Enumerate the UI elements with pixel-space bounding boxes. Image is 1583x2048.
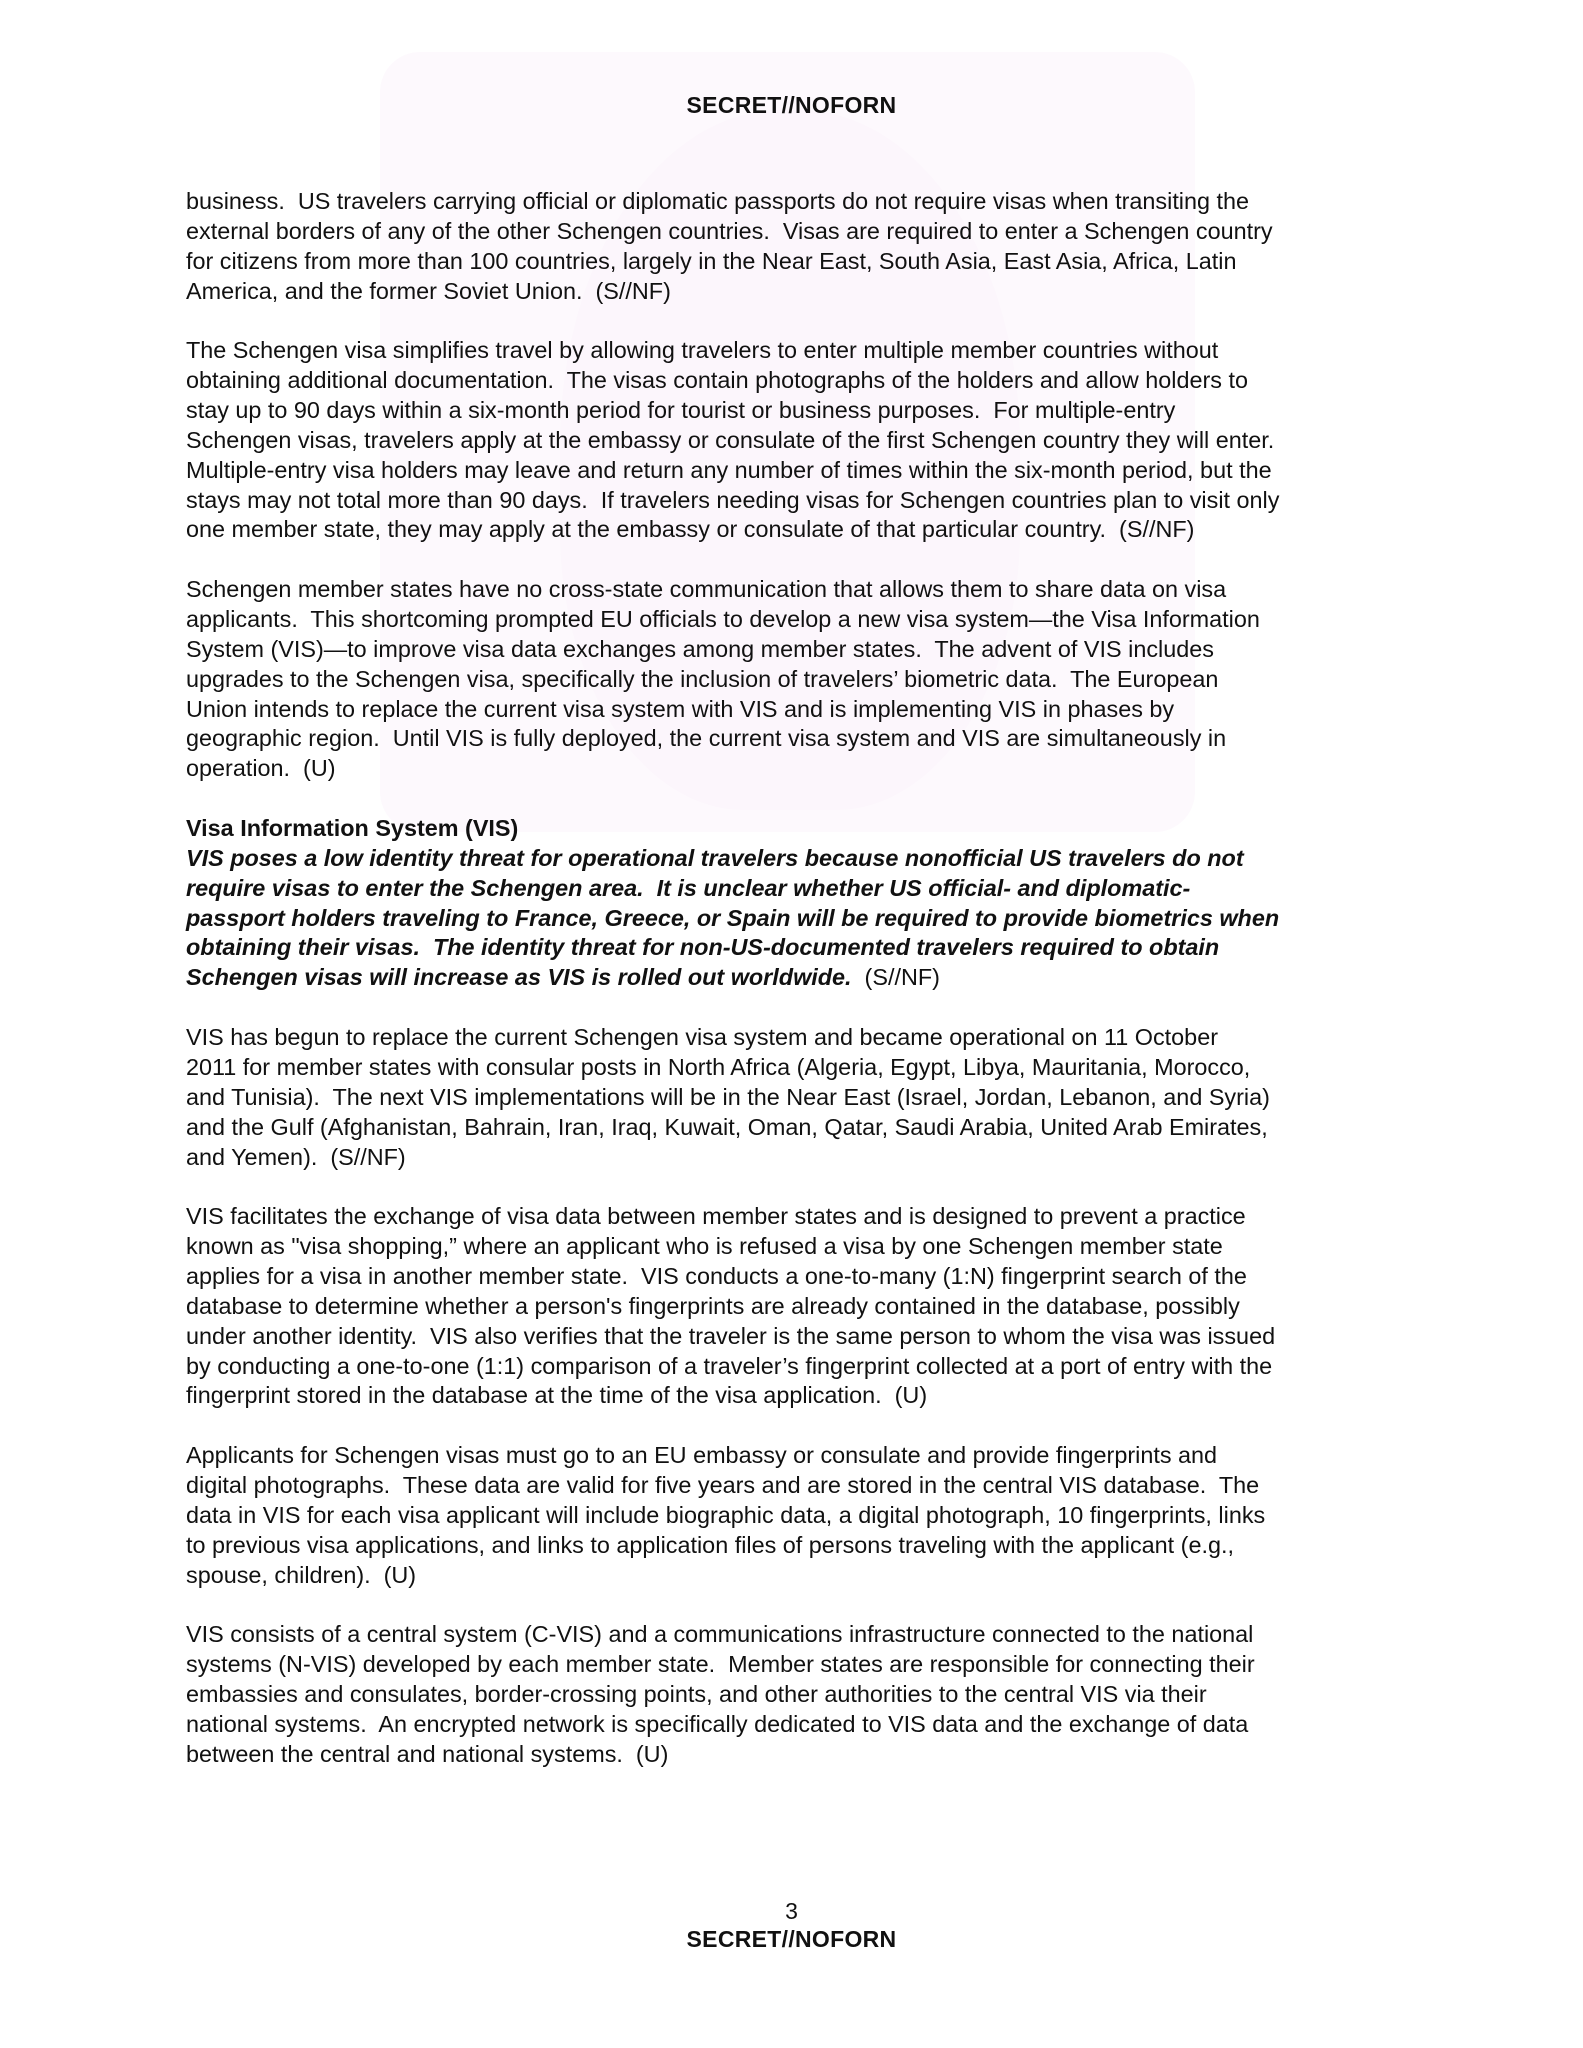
text-line: known as "visa shopping,” where an applicant who is refused a visa by one Schengen member state — [186, 1233, 1223, 1260]
key-judgment-line: passport holders traveling to France, Greece, or Spain will be required to provide biometrics when — [186, 904, 1280, 931]
text-line: geographic region. Until VIS is fully deployed, the current visa system and VIS are simultaneously in — [186, 725, 1227, 752]
section-heading: Visa Information System (VIS) — [186, 815, 519, 842]
text-line: Multiple-entry visa holders may leave and return any number of times within the six-month period, but the — [186, 456, 1272, 483]
text-line: applies for a visa in another member state. VIS conducts a one-to-many (1:N) fingerprint search of the — [186, 1262, 1247, 1289]
text-line: stay up to 90 days within a six-month period for tourist or business purposes. For multiple-entry — [186, 397, 1176, 424]
key-judgment-line-last — [186, 963, 1416, 993]
text-line: System (VIS)—to improve visa data exchanges among member states. The advent of VIS includes — [186, 635, 1214, 662]
text-line: for citizens from more than 100 countries, largely in the Near East, South Asia, East Asia, Africa, Latin — [186, 247, 1237, 274]
text-line: embassies and consulates, border-crossing points, and other authorities to the central VIS via their — [186, 1680, 1207, 1707]
text-line: Schengen member states have no cross-state communication that allows them to share data on visa — [186, 576, 1227, 603]
page-number: 3 — [785, 1898, 798, 1924]
portion-marking: (S//NF) — [851, 964, 940, 991]
text-line: external borders of any of the other Schengen countries. Visas are required to enter a Schengen country — [186, 217, 1273, 244]
text-line: applicants. This shortcoming prompted EU officials to develop a new visa system—the Visa Information — [186, 606, 1260, 633]
text-line: one member state, they may apply at the embassy or consulate of that particular country. (S//NF) — [186, 516, 1195, 543]
text-line: 2011 for member states with consular posts in North Africa (Algeria, Egypt, Libya, Mauritania, Morocco, — [186, 1053, 1251, 1080]
text-line: business. US travelers carrying official or diplomatic passports do not require visas when transiting the — [186, 188, 1250, 214]
text-line: Schengen visas, travelers apply at the embassy or consulate of the first Schengen country they will enter. — [186, 426, 1275, 453]
text-line: and the Gulf (Afghanistan, Bahrain, Iran, Iraq, Kuwait, Oman, Qatar, Saudi Arabia, United Arab Emirates, — [186, 1113, 1268, 1140]
paragraph-1 — [186, 187, 1416, 306]
text-line: by conducting a one-to-one (1:1) comparison of a traveler’s fingerprint collected at a port of entry with the — [186, 1352, 1273, 1379]
text-line: Applicants for Schengen visas must go to an EU embassy or consulate and provide fingerprints and — [186, 1442, 1218, 1469]
paragraph-6 — [186, 1441, 1416, 1590]
text-line: under another identity. VIS also verifies that the traveler is the same person to whom the visa was issued — [186, 1322, 1276, 1349]
paragraph-5 — [186, 1202, 1416, 1411]
text-line: data in VIS for each visa applicant will include biographic data, a digital photograph, 10 fingerprints, links — [186, 1501, 1266, 1528]
key-judgment-line: VIS poses a low identity threat for operational travelers because nonofficial US travelers do not — [186, 844, 1244, 871]
paragraph-7 — [186, 1620, 1416, 1769]
key-judgment-line: require visas to enter the Schengen area. It is unclear whether US official- and diplomatic- — [186, 874, 1191, 901]
text-line: VIS consists of a central system (C-VIS) and a communications infrastructure connected to the national — [186, 1621, 1254, 1648]
text-line: upgrades to the Schengen visa, specifically the inclusion of travelers’ biometric data. The European — [186, 665, 1219, 692]
text-line: VIS facilitates the exchange of visa data between member states and is designed to prevent a practice — [186, 1203, 1246, 1230]
paragraph-2 — [186, 336, 1416, 545]
key-judgment-line: obtaining their visas. The identity threat for non-US-documented travelers required to obtain — [186, 934, 1220, 961]
text-line: Union intends to replace the current visa system with VIS and is implementing VIS in phases by — [186, 695, 1175, 722]
text-line: database to determine whether a person's fingerprints are already contained in the database, possibly — [186, 1292, 1240, 1319]
text-line: and Yemen). (S//NF) — [186, 1143, 406, 1170]
text-line: VIS has begun to replace the current Schengen visa system and became operational on 11 October — [186, 1024, 1218, 1051]
text-line: spouse, children). (U) — [186, 1561, 417, 1588]
section-vis — [186, 814, 1416, 993]
text-line: to previous visa applications, and links to application files of persons traveling with the applicant (e.g., — [186, 1531, 1234, 1558]
text-line: America, and the former Soviet Union. (S//NF) — [186, 277, 671, 304]
text-line: The Schengen visa simplifies travel by allowing travelers to enter multiple member countries without — [186, 337, 1219, 364]
footer-classification-marking: SECRET//NOFORN — [686, 1926, 897, 1952]
document-body — [186, 187, 1416, 1799]
text-line: operation. (U) — [186, 755, 336, 782]
text-line: national systems. An encrypted network is specifically dedicated to VIS data and the exchange of data — [186, 1710, 1249, 1737]
text-line: systems (N-VIS) developed by each member state. Member states are responsible for connecting their — [186, 1651, 1255, 1678]
text-line: obtaining additional documentation. The visas contain photographs of the holders and allow holders to — [186, 367, 1248, 394]
key-judgment-text: Schengen visas will increase as VIS is rolled out worldwide. — [186, 964, 852, 991]
paragraph-3 — [186, 575, 1416, 784]
paragraph-4 — [186, 1023, 1416, 1172]
header-classification-marking: SECRET//NOFORN — [686, 92, 897, 118]
text-line: fingerprint stored in the database at the time of the visa application. (U) — [186, 1382, 928, 1409]
text-line: digital photographs. These data are valid for five years and are stored in the central VIS database. The — [186, 1471, 1260, 1498]
text-line: stays may not total more than 90 days. If travelers needing visas for Schengen countries plan to visit only — [186, 486, 1280, 513]
text-line: and Tunisia). The next VIS implementations will be in the Near East (Israel, Jordan, Lebanon, and Syria) — [186, 1083, 1270, 1110]
text-line: between the central and national systems. (U) — [186, 1740, 669, 1767]
